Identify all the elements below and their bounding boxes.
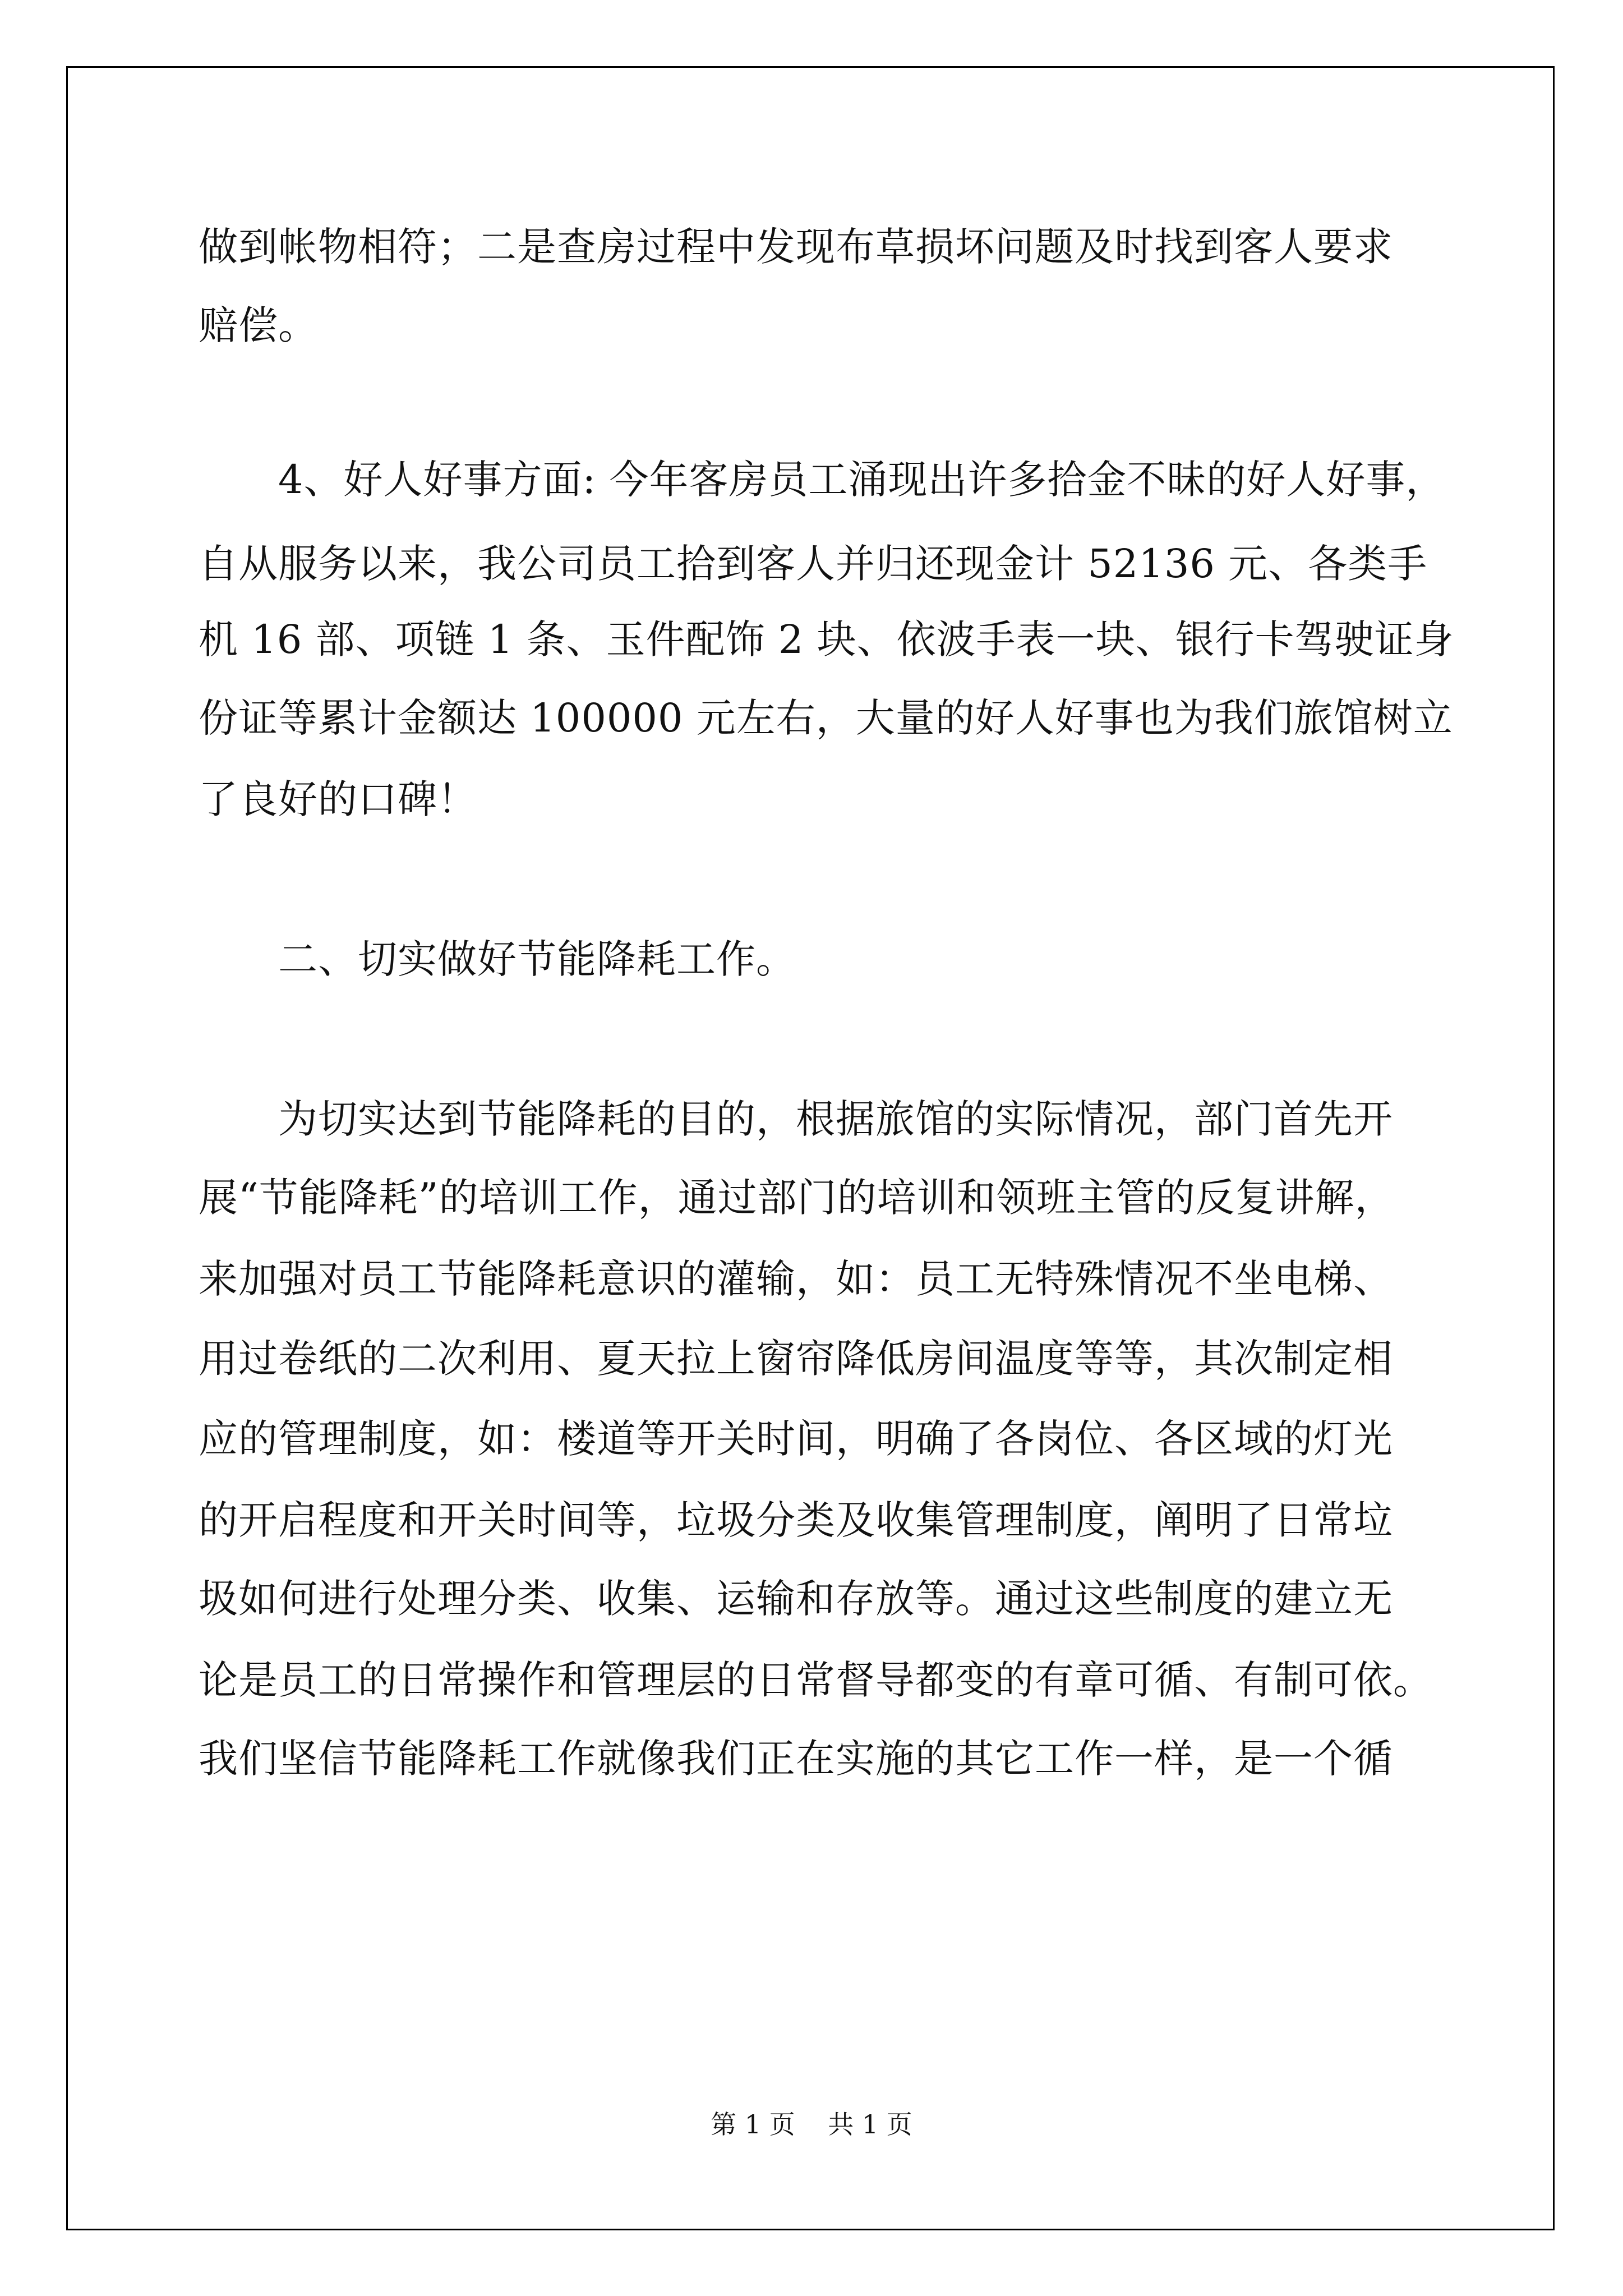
text-line: 自从服务以来，我公司员工拾到客人并归还现金计 52136 元、各类手 [199,541,1428,587]
text-line: 了良好的口碑！ [199,776,477,822]
text-line: 赔偿。 [199,302,318,348]
text-line: 为切实达到节能降耗的目的，根据旅馆的实际情况，部门首先开 [199,1096,1393,1142]
text-line: 4、好人好事方面: 今年客房员工涌现出许多拾金不昧的好人好事， [199,457,1446,503]
text-line: 应的管理制度，如：楼道等开关时间，明确了各岗位、各区域的灯光 [199,1416,1393,1462]
text-line: 论是员工的日常操作和管理层的日常督导都变的有章可循、有制可依。 [199,1657,1433,1703]
page-total: 共 1 页 [828,2109,912,2139]
page-footer [0,2108,1623,2141]
text-line: 用过卷纸的二次利用、夏天拉上窗帘降低房间温度等等，其次制定相 [199,1336,1393,1382]
text-line: 我们坚信节能降耗工作就像我们正在实施的其它工作一样，是一个循 [199,1736,1393,1782]
text-line: 来加强对员工节能降耗意识的灌输，如：员工无特殊情况不坐电梯、 [199,1256,1393,1302]
text-line: 份证等累计金额达 100000 元左右，大量的好人好事也为我们旅馆树立 [199,695,1453,741]
page-border [66,66,1555,2230]
text-line: 的开启程度和开关时间等，垃圾分类及收集管理制度，阐明了日常垃 [199,1497,1393,1543]
text-line: 展“节能降耗”的培训工作，通过部门的培训和领班主管的反复讲解， [199,1175,1395,1221]
text-line: 机 16 部、项链 1 条、玉件配饰 2 块、依波手表一块、银行卡驾驶证身 [199,616,1454,662]
page-number: 第 1 页 [711,2109,795,2139]
text-line: 二、切实做好节能降耗工作。 [199,936,796,982]
text-line: 做到帐物相符；二是查房过程中发现布草损坏问题及时找到客人要求 [199,224,1393,270]
text-line: 圾如何进行处理分类、收集、运输和存放等。通过这些制度的建立无 [199,1576,1393,1622]
